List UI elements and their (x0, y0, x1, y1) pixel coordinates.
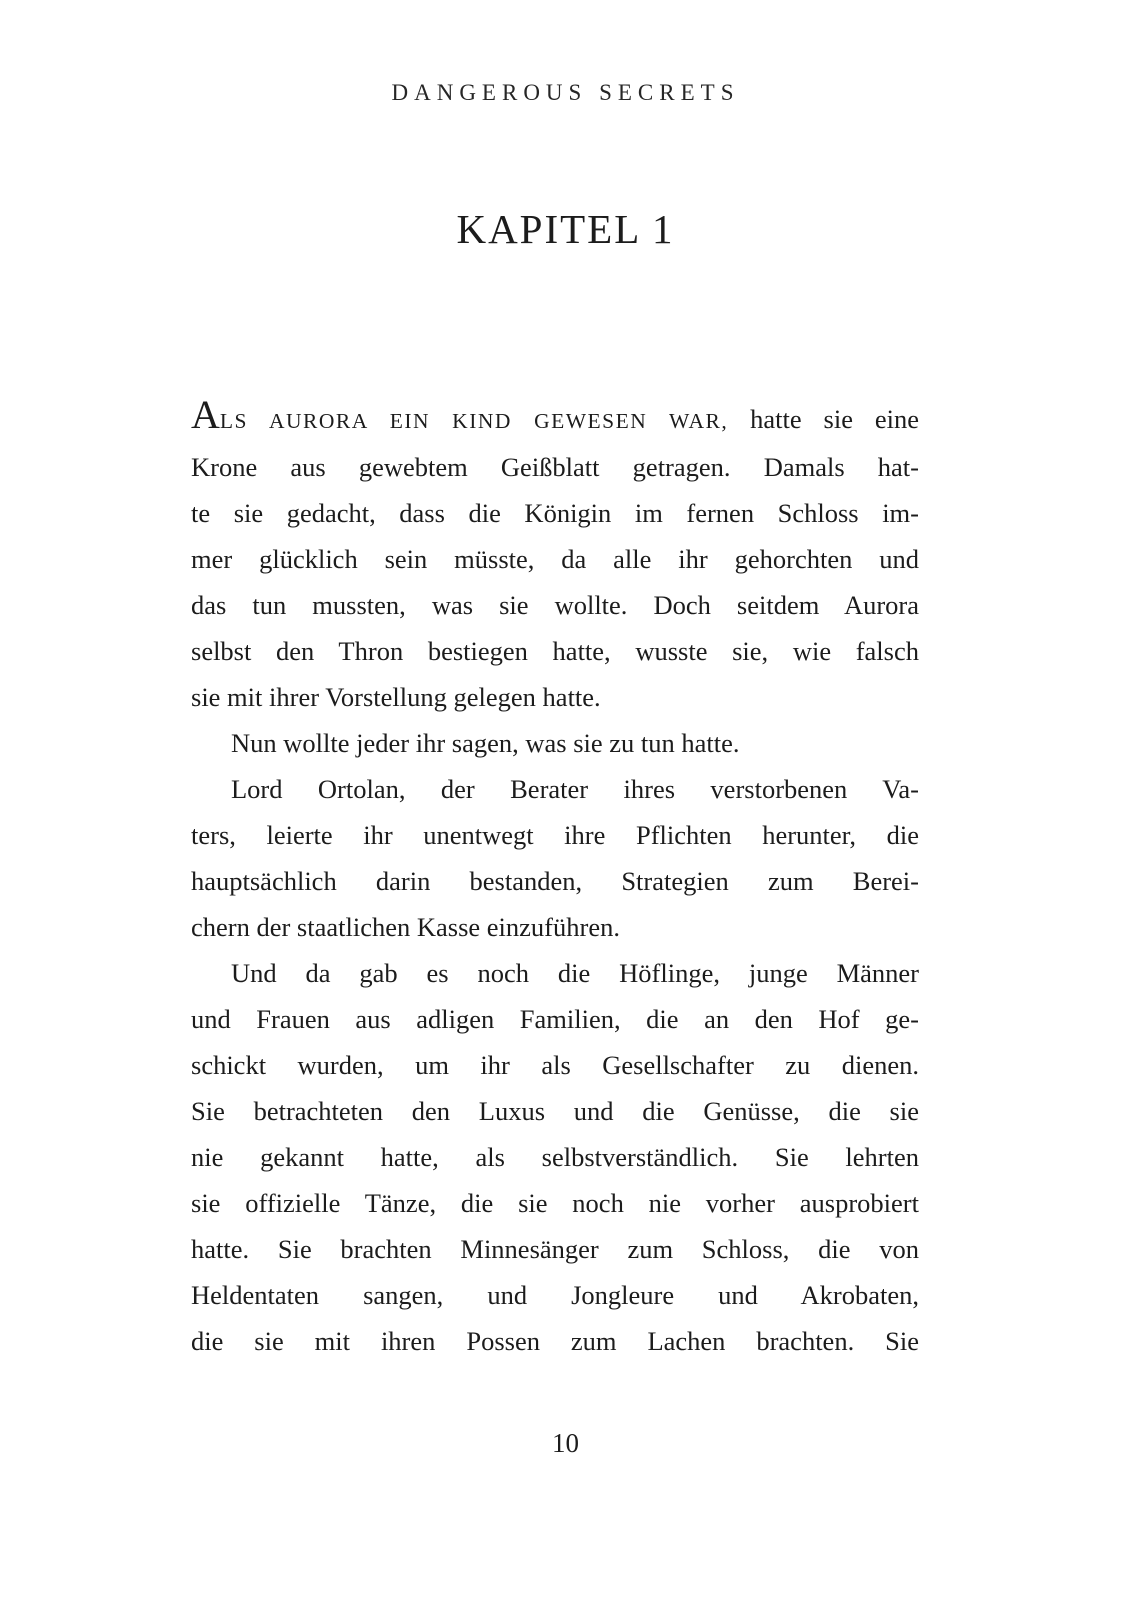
paragraph (191, 950, 919, 1364)
text-line: hatte. Sie brachten Minnesänger zum Schloss, die von (191, 1234, 919, 1264)
text-line: chern der staatlichen Kasse einzuführen. (191, 912, 620, 942)
paragraph (191, 766, 919, 950)
text-line: Lord Ortolan, der Berater ihres verstorbenen Va- (231, 774, 919, 804)
paragraph (191, 720, 919, 766)
text-line: selbst den Thron bestiegen hatte, wusste sie, wie falsch (191, 636, 919, 666)
text-line: sie offizielle Tänze, die sie noch nie vorher ausprobiert (191, 1188, 919, 1218)
paragraph (191, 392, 919, 720)
text-line: die sie mit ihren Possen zum Lachen brachten. Sie (191, 1326, 919, 1356)
chapter-title: KAPITEL 1 (456, 206, 675, 252)
text-line: mer glücklich sein müsste, da alle ihr gehorchten und (191, 544, 919, 574)
text-line: hauptsächlich darin bestanden, Strategien zum Berei- (191, 866, 919, 896)
opening-small-caps: LS AURORA EIN KIND GEWESEN WAR, (219, 409, 729, 433)
text-line: ters, leierte ihr unentwegt ihre Pflichten herunter, die (191, 820, 919, 850)
opening-initial-cap: A (191, 392, 220, 437)
text-line: Nun wollte jeder ihr sagen, was sie zu tun hatte. (231, 728, 740, 758)
text-line: schickt wurden, um ihr als Gesellschafter zu dienen. (191, 1050, 919, 1080)
text-line: Heldentaten sangen, und Jongleure und Akrobaten, (191, 1280, 919, 1310)
text-line: te sie gedacht, dass die Königin im fernen Schloss im- (191, 498, 919, 528)
text-line: Sie betrachteten den Luxus und die Genüsse, die sie (191, 1096, 919, 1126)
body-text (191, 392, 919, 1364)
opening-line (191, 392, 919, 444)
running-header: DANGEROUS SECRETS (391, 80, 740, 105)
text-line: Und da gab es noch die Höflinge, junge Männer (231, 958, 919, 988)
text-line: das tun mussten, was sie wollte. Doch seitdem Aurora (191, 590, 919, 620)
text-line: und Frauen aus adligen Familien, die an den Hof ge- (191, 1004, 919, 1034)
page-number: 10 (552, 1428, 579, 1458)
text-line: sie mit ihrer Vorstellung gelegen hatte. (191, 682, 601, 712)
opening-rest: hatte sie eine (728, 404, 919, 434)
text-line: Krone aus gewebtem Geißblatt getragen. Damals hat- (191, 452, 919, 482)
text-line: nie gekannt hatte, als selbstverständlich. Sie lehrten (191, 1142, 919, 1172)
